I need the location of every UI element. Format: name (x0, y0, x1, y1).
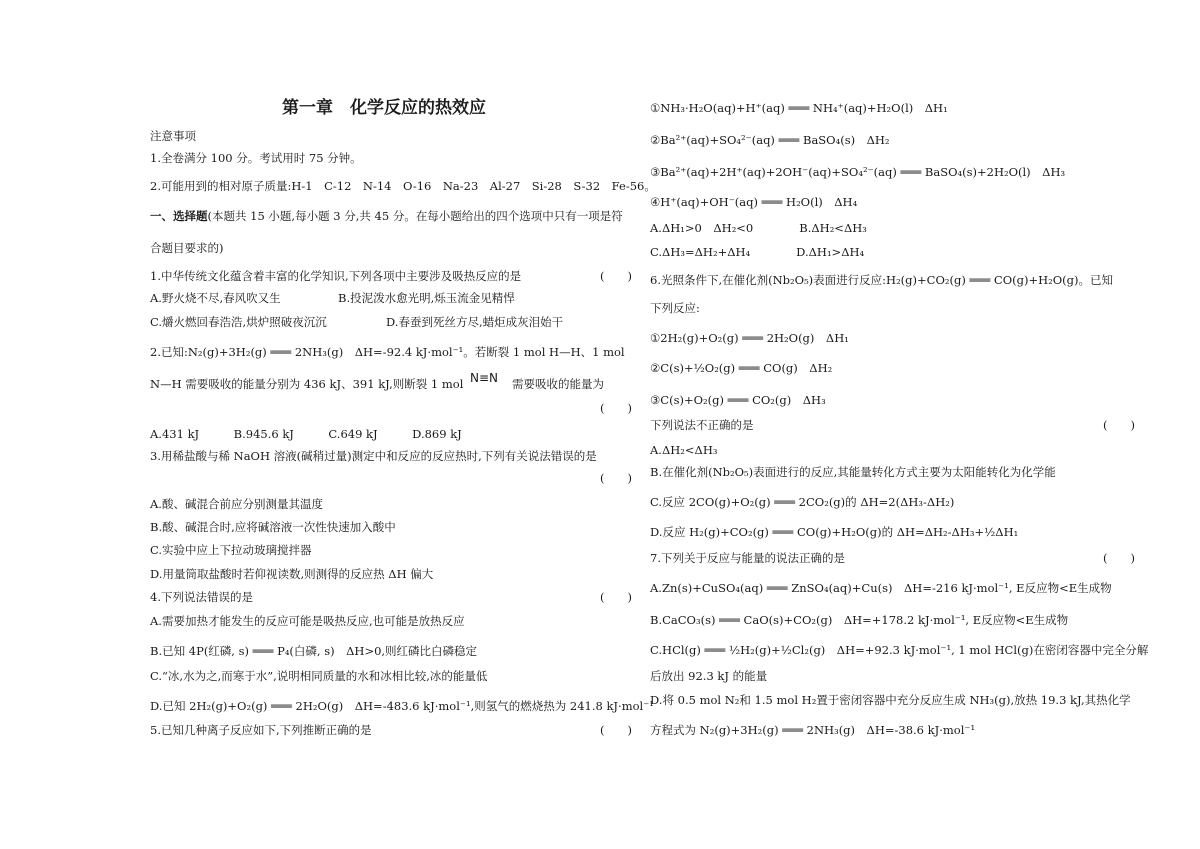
q5-options-cd: C.ΔH₃=ΔH₂+ΔH₄ D.ΔH₁>ΔH₄ (650, 245, 865, 259)
answer-paren: ( ) (600, 590, 632, 604)
notice-item-2: 2.可能用到的相对原子质量:H-1 C-12 N-14 O-16 Na-23 Al-27 Si-28 S-32 Fe-56。 (150, 179, 656, 193)
answer-paren: ( ) (600, 401, 632, 415)
question-6-line-2: 下列反应: (650, 301, 700, 315)
notice-heading: 注意事项 (150, 129, 196, 143)
q1-option-d: D.春蚕到死丝方尽,蜡炬成灰泪始干 (386, 315, 564, 329)
question-2-line-2: N—H 需要吸收的能量分别为 436 kJ、391 kJ,则断裂 1 mol (150, 377, 464, 391)
q7-option-b: B.CaCO₃(s) ═══ CaO(s)+CO₂(g) ΔH=+178.2 kJ·mol⁻¹, E反应物<E生成物 (650, 613, 1069, 627)
q7-option-d-line-2: 方程式为 N₂(g)+3H₂(g) ═══ 2NH₃(g) ΔH=-38.6 kJ·mol⁻¹ (650, 723, 976, 737)
q7-option-c-line-2: 后放出 92.3 kJ 的能量 (650, 669, 768, 683)
answer-paren: ( ) (600, 723, 632, 737)
answer-paren: ( ) (600, 471, 632, 485)
ionic-reaction-2: ②Ba²⁺(aq)+SO₄²⁻(aq) ═══ BaSO₄(s) ΔH₂ (650, 133, 890, 147)
answer-paren: ( ) (1103, 418, 1135, 432)
question-1: 1.中华传统文化蕴含着丰富的化学知识,下列各项中主要涉及吸热反应的是 (150, 269, 522, 283)
answer-paren: ( ) (600, 269, 632, 283)
q3-option-c: C.实验中应上下拉动玻璃搅拌器 (150, 543, 312, 557)
q4-option-d: D.已知 2H₂(g)+O₂(g) ═══ 2H₂O(g) ΔH=-483.6 kJ·mol⁻¹,则氢气的燃烧热为 241.8 kJ·mol⁻¹ (150, 699, 654, 713)
question-2-line-1: 2.已知:N₂(g)+3H₂(g) ═══ 2NH₃(g) ΔH=-92.4 kJ·mol⁻¹。若断裂 1 mol H—H、1 mol (150, 345, 625, 359)
q3-option-a: A.酸、碱混合前应分别测量其温度 (150, 497, 323, 511)
q3-option-b: B.酸、碱混合时,应将碱溶液一次性快速加入酸中 (150, 520, 396, 534)
q2-options: A.431 kJ B.945.6 kJ C.649 kJ D.869 kJ (150, 427, 462, 441)
q6-equation-1: ①2H₂(g)+O₂(g) ═══ 2H₂O(g) ΔH₁ (650, 331, 849, 345)
q7-option-c-line-1: C.HCl(g) ═══ ½H₂(g)+½Cl₂(g) ΔH=+92.3 kJ·mol⁻¹, 1 mol HCl(g)在密闭容器中完全分解 (650, 643, 1149, 657)
q4-option-b: B.已知 4P(红磷, s) ═══ P₄(白磷, s) ΔH>0,则红磷比白磷稳定 (150, 644, 478, 658)
page-title: 第一章 化学反应的热效应 (282, 98, 486, 118)
q6-option-b: B.在催化剂(Nb₂O₅)表面进行的反应,其能量转化方式主要为太阳能转化为化学能 (650, 465, 1056, 479)
question-2-line-2b: 需要吸收的能量为 (512, 377, 604, 391)
q7-option-d-line-1: D.将 0.5 mol N₂和 1.5 mol H₂置于密闭容器中充分反应生成 NH₃(g),放热 19.3 kJ,其热化学 (650, 693, 1131, 707)
q6-option-a: A.ΔH₂<ΔH₃ (650, 443, 718, 457)
answer-paren: ( ) (1103, 551, 1135, 565)
question-4: 4.下列说法错误的是 (150, 590, 253, 604)
section-instructions-cont: 合题目要求的) (150, 241, 224, 255)
q1-option-b: B.投泥泼水愈光明,烁玉流金见精悍 (338, 291, 515, 305)
q4-option-c: C.“冰,水为之,而寒于水”,说明相同质量的水和冰相比较,冰的能量低 (150, 669, 488, 683)
section-heading (150, 208, 623, 224)
q1-option-a: A.野火烧不尽,春风吹又生 (150, 291, 281, 305)
q5-options-ab: A.ΔH₁>0 ΔH₂<0 B.ΔH₂<ΔH₃ (650, 221, 867, 235)
q6-option-d: D.反应 H₂(g)+CO₂(g) ═══ CO(g)+H₂O(g)的 ΔH=ΔH₂-ΔH₃+½ΔH₁ (650, 525, 1019, 539)
notice-item-1: 1.全卷满分 100 分。考试用时 75 分钟。 (150, 151, 362, 165)
q1-option-c: C.爝火燃回春浩浩,烘炉照破夜沉沉 (150, 315, 327, 329)
ionic-reaction-3: ③Ba²⁺(aq)+2H⁺(aq)+2OH⁻(aq)+SO₄²⁻(aq) ═══ BaSO₄(s)+2H₂O(l) ΔH₃ (650, 165, 1066, 179)
question-7: 7.下列关于反应与能量的说法正确的是 (650, 551, 845, 565)
q6-option-c: C.反应 2CO(g)+O₂(g) ═══ 2CO₂(g)的 ΔH=2(ΔH₃-ΔH₂) (650, 495, 955, 509)
q4-option-a: A.需要加热才能发生的反应可能是吸热反应,也可能是放热反应 (150, 614, 465, 628)
ionic-reaction-4: ④H⁺(aq)+OH⁻(aq) ═══ H₂O(l) ΔH₄ (650, 195, 858, 209)
section-instructions: (本题共 15 小题,每小题 3 分,共 45 分。在每小题给出的四个选项中只有一项是符 (207, 209, 623, 223)
q6-question: 下列说法不正确的是 (650, 418, 754, 432)
ionic-reaction-1: ①NH₃·H₂O(aq)+H⁺(aq) ═══ NH₄⁺(aq)+H₂O(l) ΔH₁ (650, 101, 948, 115)
n-triple-bond-formula: N≡N (470, 371, 499, 385)
q7-option-a: A.Zn(s)+CuSO₄(aq) ═══ ZnSO₄(aq)+Cu(s) ΔH=-216 kJ·mol⁻¹, E反应物<E生成物 (650, 581, 1112, 595)
section-title: 一、选择题 (150, 209, 208, 223)
question-3: 3.用稀盐酸与稀 NaOH 溶液(碱稍过量)测定中和反应的反应热时,下列有关说法错误的是 (150, 449, 597, 463)
q6-equation-3: ③C(s)+O₂(g) ═══ CO₂(g) ΔH₃ (650, 393, 826, 407)
question-5: 5.已知几种离子反应如下,下列推断正确的是 (150, 723, 372, 737)
question-6-line-1: 6.光照条件下,在催化剂(Nb₂O₅)表面进行反应:H₂(g)+CO₂(g) ═══ CO(g)+H₂O(g)。已知 (650, 273, 1114, 287)
q6-equation-2: ②C(s)+½O₂(g) ═══ CO(g) ΔH₂ (650, 361, 833, 375)
q3-option-d: D.用量筒取盐酸时若仰视读数,则测得的反应热 ΔH 偏大 (150, 567, 434, 581)
